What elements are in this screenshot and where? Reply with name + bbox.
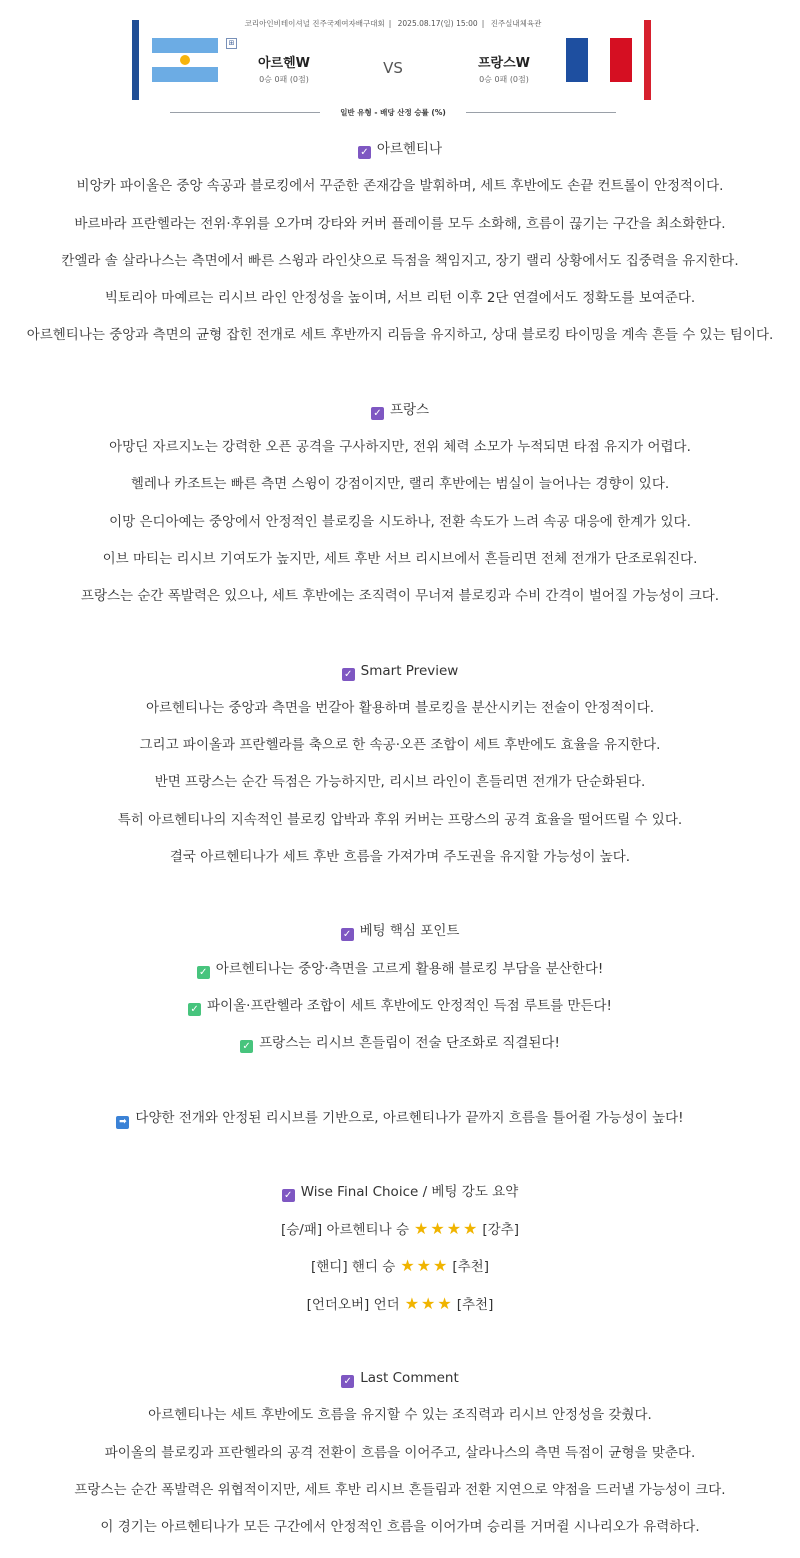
argentina-flag-icon [152,38,218,82]
paragraph-line: 아르헨티나는 중앙과 측면의 균형 잡힌 전개로 세트 후반까지 리듬을 유지하고, 상대 블로킹 타이밍을 계속 흔들 수 있는 팀이다. [26,327,774,344]
star-icon: ★ [430,1219,445,1239]
section-title: 프랑스 [389,401,430,418]
betting-conclusion [0,1109,800,1146]
away-team-name: 프랑스W [477,56,530,71]
pick-label: [핸디] 핸디 승 [311,1259,396,1276]
paragraph-line: 파이올의 블로킹과 프란헬라의 공격 전환이 흐름을 이어주고, 살라나스의 측면 득점이 균형을 맞춘다. [104,1444,696,1461]
star-rating [404,1295,453,1314]
vs-label: VS [383,59,403,77]
star-icon: ★ [414,1219,429,1239]
check-mark-icon: ✓ [197,966,210,979]
star-icon: ★ [437,1293,452,1313]
star-icon: ★ [446,1219,462,1239]
star-rating [399,1257,448,1276]
away-team-record: 0승 0패 (0점) [479,75,529,84]
paragraph-line: 칸엘라 솔 살라나스는 측면에서 빠른 스윙과 라인샷으로 득점을 책임지고, 장기 랠리 상황에서도 집중력을 유지한다. [61,252,739,269]
paragraph-line: 비앙카 파이올은 중앙 속공과 블로킹에서 꾸준한 존재감을 발휘하며, 세트 후반에도 손끝 컨트롤이 안정적이다. [76,178,724,195]
star-icon: ★ [421,1293,436,1313]
paragraph-line: 헬레나 카조트는 빠른 측면 스윙이 강점이지만, 랠리 후반에는 범실이 늘어나는 경향이 있다. [130,476,670,493]
match-datetime: 2025.08.17(일) 15:00 [397,19,478,28]
star-rating [413,1220,478,1239]
away-color-bar [644,20,651,100]
star-icon: ★ [433,1256,448,1276]
paragraph-line: 아망딘 자르지노는 강력한 오픈 공격을 구사하지만, 전위 체력 소모가 누적되면 타점 유지가 어렵다. [109,439,691,456]
checkbox-icon: ✓ [342,668,355,681]
section-title: 베팅 핵심 포인트 [359,923,460,940]
analysis-content [0,140,800,1556]
check-mark-icon: ✓ [188,1003,201,1016]
match-venue: 진주실내체육관 [490,19,542,28]
banner-subtitle [170,106,616,120]
section-heading-preview [0,662,800,699]
section-title: 아르헨티나 [376,141,443,157]
final-pick [0,1295,800,1332]
betting-point-text: 아르헨티나는 중앙·측면을 고르게 활용해 블로킹 부담을 분산한다! [215,960,604,977]
paragraph-line: 프랑스는 순간 폭발력은 위협적이지만, 세트 후반 리시브 흔들림과 전환 지연으로 약점을 드러낼 가능성이 크다. [74,1481,726,1498]
checkbox-icon: ✓ [358,146,371,159]
paragraph-line: 이 경기는 아르헨티나가 모든 구간에서 안정적인 흐름을 이어가며 승리를 거머쥘 시나리오가 유력하다. [100,1519,700,1536]
betting-point-text: 파이올·프란헬라 조합이 세트 후반에도 안정적인 득점 루트를 만든다! [207,997,612,1014]
paragraph-line: 바르바라 프란헬라는 전위·후위를 오가며 강타와 커버 플레이를 모두 소화해, 흐름이 끊기는 구간을 최소화한다. [74,215,726,232]
final-pick [0,1220,800,1257]
paragraph-line: 그리고 파이올과 프란헬라를 축으로 한 속공·오픈 조합이 세트 후반에도 효율을 유지한다. [139,737,661,754]
home-team-record: 0승 0패 (0점) [259,75,309,84]
final-pick [0,1257,800,1294]
arrow-right-icon: ➡ [116,1116,129,1129]
paragraph-line: 특히 아르헨티나의 지속적인 블로킹 압박과 후위 커버는 프랑스의 공격 효율을 떨어뜨릴 수 있다. [117,811,683,828]
betting-conclusion-text: 다양한 전개와 안정된 리시브를 기반으로, 아르헨티나가 끝까지 흐름을 틀어쥘 가능성이 높다! [135,1109,684,1126]
check-mark-icon: ✓ [240,1040,253,1053]
team-info-icon[interactable]: ⊞ [226,38,237,49]
betting-point-text: 프랑스는 리시브 흔들림이 전술 단조화로 직결된다! [259,1035,560,1052]
paragraph-line: 이브 마티는 리시브 기여도가 높지만, 세트 후반 서브 리시브에서 흔들리면 전체 전개가 단조로워진다. [102,550,698,567]
pick-strength: [추천] [456,1296,494,1313]
section-heading-argentina [0,140,800,177]
pick-strength: [추천] [452,1259,489,1276]
section-title: Wise Final Choice / 베팅 강도 요약 [300,1183,519,1200]
paragraph-line: 아르헨티나는 세트 후반에도 흐름을 유지할 수 있는 조직력과 리시브 안정성을 갖췄다. [148,1407,652,1424]
checkbox-icon: ✓ [371,407,384,420]
paragraph-line: 빅토리아 마예르는 리시브 라인 안정성을 높이며, 서브 리턴 이후 2단 연결에서도 정확도를 보여준다. [104,290,696,307]
betting-point [0,960,800,997]
paragraph-line: 아르헨티나는 중앙과 측면을 번갈아 활용하며 블로킹을 분산시키는 전술이 안정적이다. [145,699,655,716]
france-flag-icon [566,38,632,82]
section-heading-betting [0,922,800,959]
paragraph-line: 반면 프랑스는 순간 득점은 가능하지만, 리시브 라인이 흔들리면 전개가 단순화된다. [154,774,646,791]
sun-icon [180,55,190,65]
paragraph-line: 결국 아르헨티나가 세트 후반 흐름을 가져가며 주도권을 유지할 가능성이 높다. [169,849,631,866]
betting-point [0,1034,800,1071]
star-icon: ★ [404,1293,420,1313]
home-team-name: 아르헨W [257,56,310,71]
match-meta: 코리아인비테이셔널 진주국제여자배구대회 | 2025.08.17(일) 15:00 | 진주실내체육관 [244,19,542,28]
banner-subtitle-text: 일반 유형 - 배당 산정 승률 (%) [340,108,446,117]
checkbox-icon: ✓ [341,928,354,941]
section-title: Smart Preview [360,662,459,679]
paragraph-line: 프랑스는 순간 폭발력은 있으나, 세트 후반에는 조직력이 무너져 블로킹과 수비 간격이 벌어질 가능성이 크다. [80,588,720,605]
betting-point [0,997,800,1034]
league-name: 코리아인비테이셔널 진주국제여자배구대회 [244,19,385,28]
paragraph-line: 이망 은디아예는 중앙에서 안정적인 블로킹을 시도하나, 전환 속도가 느려 속공 대응에 한계가 있다. [109,513,691,530]
checkbox-icon: ✓ [341,1375,354,1388]
section-heading-last [0,1369,800,1406]
match-banner [130,14,656,117]
star-icon: ★ [463,1219,478,1239]
away-team [460,52,548,85]
pick-strength: [강추] [482,1222,519,1239]
star-icon: ★ [416,1256,432,1276]
section-heading-final [0,1183,800,1220]
home-color-bar [132,20,139,100]
pick-label: [승/패] 아르헨티나 승 [281,1222,409,1239]
checkbox-icon: ✓ [282,1189,295,1202]
section-title: Last Comment [360,1370,459,1387]
pick-label: [언더오버] 언더 [306,1296,400,1313]
section-heading-france [0,401,800,438]
home-team [240,52,328,85]
star-icon: ★ [400,1256,415,1276]
